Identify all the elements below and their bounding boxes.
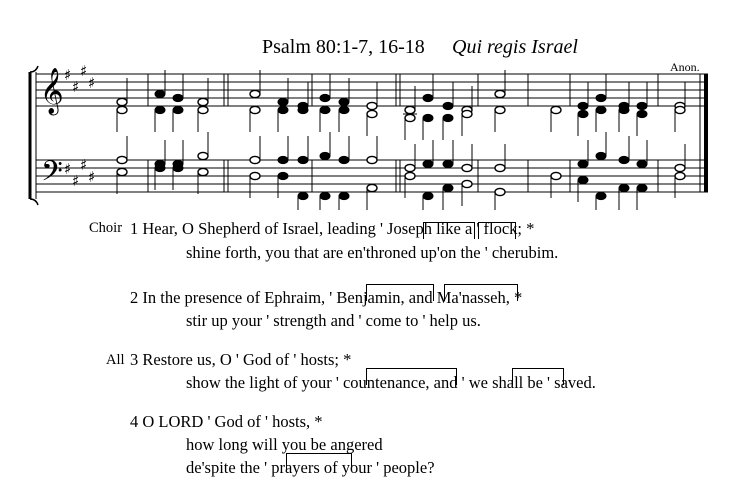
psalm-latin-incipit: Qui regis Israel — [452, 36, 578, 58]
svg-text:♯: ♯ — [72, 78, 80, 96]
verse-line: 3 Restore us, O ' God of ' hosts; * — [130, 350, 352, 369]
bar-lines — [148, 74, 658, 192]
verse-line: 2 In the presence of Ephraim, ' Benjamin, and Ma'nasseh, * — [130, 288, 523, 307]
svg-text:♯: ♯ — [80, 62, 88, 80]
treble-staff — [36, 74, 708, 106]
bass-clef: 𝄢 — [41, 155, 63, 195]
pointing-bracket — [366, 368, 457, 385]
svg-text:♯: ♯ — [64, 66, 72, 84]
svg-text:♯: ♯ — [88, 168, 96, 186]
svg-text:♯: ♯ — [72, 172, 80, 190]
verse-role-label: All — [106, 352, 125, 368]
treble-key-signature — [64, 62, 95, 96]
verse-line: how long will you be angered — [186, 435, 383, 454]
psalm-title: Psalm 80:1-7, 16-18 — [262, 36, 425, 58]
verse-line: stir up your ' strength and ' come to ' help us. — [186, 311, 481, 330]
treble-notes — [117, 70, 685, 140]
treble-clef: 𝄞 — [40, 68, 64, 114]
verse-role-label: Choir — [89, 220, 123, 236]
composer-credit: Anon. — [670, 60, 700, 74]
bass-key-signature — [64, 156, 95, 190]
verse-line: show the light of your ' countenance, and ' we shall be ' saved. — [186, 373, 596, 392]
pointing-bracket — [512, 368, 564, 385]
svg-text:♯: ♯ — [64, 160, 72, 178]
pointing-bracket — [286, 453, 352, 470]
verse-line: 1 Hear, O Shepherd of Israel, leading ' Joseph like a ' flock; * — [130, 219, 535, 238]
verse-line: shine forth, you that are en'throned up'on the ' cherubim. — [186, 243, 559, 262]
final-barline — [700, 74, 708, 192]
svg-text:♯: ♯ — [88, 74, 96, 92]
verse-line: 4 O LORD ' God of ' hosts, * — [130, 412, 323, 431]
bass-notes — [117, 132, 685, 210]
pointing-bracket — [366, 284, 434, 301]
verse-line: de'spite the ' prayers of your ' people? — [186, 458, 435, 477]
music-score — [0, 0, 739, 215]
pointing-bracket — [423, 222, 475, 239]
pointing-bracket — [444, 284, 518, 301]
svg-text:♯: ♯ — [80, 156, 88, 174]
pointing-bracket — [478, 222, 516, 239]
